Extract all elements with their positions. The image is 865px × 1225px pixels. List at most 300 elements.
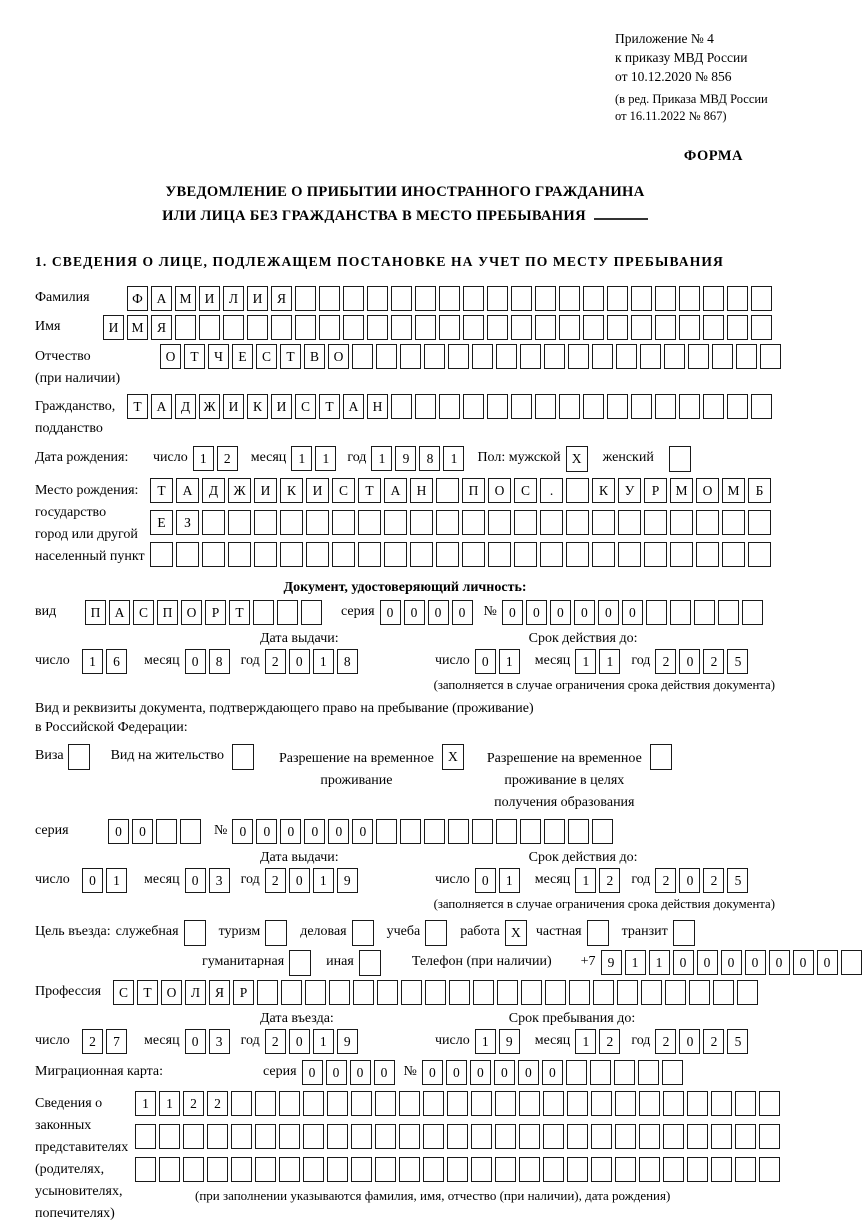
form-cell[interactable] — [511, 394, 532, 419]
form-cell[interactable]: П — [85, 600, 106, 625]
form-cell[interactable] — [592, 344, 613, 369]
form-cell[interactable] — [410, 510, 433, 535]
form-cell[interactable] — [306, 542, 329, 567]
form-cell[interactable]: Р — [644, 478, 667, 503]
form-cell[interactable] — [439, 315, 460, 340]
form-cell[interactable]: 0 — [502, 600, 523, 625]
gender-female-checkbox[interactable] — [669, 446, 691, 472]
purpose-study-checkbox[interactable] — [425, 920, 447, 946]
form-cell[interactable]: 7 — [106, 1029, 127, 1054]
form-cell[interactable]: 1 — [575, 868, 596, 893]
form-cell[interactable]: 0 — [185, 1029, 206, 1054]
form-cell[interactable] — [391, 394, 412, 419]
form-cell[interactable]: И — [254, 478, 277, 503]
form-cell[interactable] — [696, 510, 719, 535]
form-cell[interactable] — [759, 1124, 780, 1149]
form-cell[interactable] — [566, 510, 589, 535]
form-cell[interactable] — [520, 344, 541, 369]
form-cell[interactable]: 2 — [82, 1029, 103, 1054]
form-cell[interactable]: 0 — [745, 950, 766, 975]
form-cell[interactable] — [696, 542, 719, 567]
purpose-humanitarian-checkbox[interactable] — [289, 950, 311, 976]
form-cell[interactable] — [159, 1157, 180, 1182]
form-cell[interactable] — [472, 819, 493, 844]
form-cell[interactable] — [183, 1157, 204, 1182]
form-cell[interactable] — [448, 344, 469, 369]
form-cell[interactable] — [591, 1157, 612, 1182]
form-cell[interactable]: 3 — [209, 868, 230, 893]
form-cell[interactable] — [688, 344, 709, 369]
purpose-other-checkbox[interactable] — [359, 950, 381, 976]
form-cell[interactable] — [670, 600, 691, 625]
form-cell[interactable] — [471, 1091, 492, 1116]
form-cell[interactable]: 2 — [265, 1029, 286, 1054]
form-cell[interactable]: 2 — [217, 446, 238, 471]
form-cell[interactable] — [332, 510, 355, 535]
form-cell[interactable]: 0 — [518, 1060, 539, 1085]
form-cell[interactable] — [135, 1124, 156, 1149]
form-cell[interactable]: И — [306, 478, 329, 503]
form-cell[interactable]: 0 — [328, 819, 349, 844]
form-cell[interactable] — [583, 394, 604, 419]
form-cell[interactable]: 0 — [697, 950, 718, 975]
form-cell[interactable] — [703, 315, 724, 340]
form-cell[interactable]: Т — [150, 478, 173, 503]
form-cell[interactable] — [279, 1157, 300, 1182]
form-cell[interactable]: 2 — [655, 1029, 676, 1054]
form-cell[interactable] — [521, 980, 542, 1005]
form-cell[interactable] — [472, 344, 493, 369]
form-cell[interactable] — [748, 510, 771, 535]
form-cell[interactable]: 1 — [371, 446, 392, 471]
form-cell[interactable] — [748, 542, 771, 567]
form-cell[interactable] — [543, 1157, 564, 1182]
form-cell[interactable]: У — [618, 478, 641, 503]
form-cell[interactable] — [425, 980, 446, 1005]
form-cell[interactable] — [253, 600, 274, 625]
form-cell[interactable]: 0 — [256, 819, 277, 844]
form-cell[interactable] — [535, 286, 556, 311]
form-cell[interactable] — [544, 819, 565, 844]
form-cell[interactable] — [254, 542, 277, 567]
form-cell[interactable]: Б — [748, 478, 771, 503]
form-cell[interactable]: 0 — [326, 1060, 347, 1085]
form-cell[interactable] — [617, 980, 638, 1005]
form-cell[interactable]: К — [592, 478, 615, 503]
form-cell[interactable]: 0 — [404, 600, 425, 625]
form-cell[interactable] — [841, 950, 862, 975]
form-cell[interactable]: О — [181, 600, 202, 625]
form-cell[interactable] — [567, 1091, 588, 1116]
form-cell[interactable] — [711, 1157, 732, 1182]
form-cell[interactable]: 1 — [575, 1029, 596, 1054]
form-cell[interactable] — [631, 286, 652, 311]
form-cell[interactable] — [327, 1124, 348, 1149]
form-cell[interactable]: Р — [205, 600, 226, 625]
form-cell[interactable] — [737, 980, 758, 1005]
form-cell[interactable]: А — [109, 600, 130, 625]
form-cell[interactable]: Ж — [228, 478, 251, 503]
form-cell[interactable]: 2 — [703, 1029, 724, 1054]
temp-residence-checkbox[interactable]: X — [442, 744, 464, 770]
form-cell[interactable]: 0 — [289, 649, 310, 674]
form-cell[interactable] — [384, 510, 407, 535]
form-cell[interactable] — [367, 286, 388, 311]
form-cell[interactable] — [279, 1091, 300, 1116]
temp-residence-education-checkbox[interactable] — [650, 744, 672, 770]
form-cell[interactable] — [519, 1124, 540, 1149]
form-cell[interactable]: 0 — [185, 868, 206, 893]
form-cell[interactable]: 1 — [106, 868, 127, 893]
form-cell[interactable] — [352, 344, 373, 369]
form-cell[interactable] — [279, 1124, 300, 1149]
form-cell[interactable]: 1 — [82, 649, 103, 674]
form-cell[interactable] — [543, 1091, 564, 1116]
form-cell[interactable]: 1 — [313, 868, 334, 893]
form-cell[interactable] — [375, 1124, 396, 1149]
form-cell[interactable] — [156, 819, 177, 844]
form-cell[interactable] — [351, 1157, 372, 1182]
form-cell[interactable]: 2 — [599, 868, 620, 893]
form-cell[interactable] — [329, 980, 350, 1005]
form-cell[interactable] — [327, 1091, 348, 1116]
form-cell[interactable] — [679, 286, 700, 311]
form-cell[interactable]: 9 — [395, 446, 416, 471]
form-cell[interactable]: Л — [185, 980, 206, 1005]
form-cell[interactable] — [488, 542, 511, 567]
form-cell[interactable]: О — [161, 980, 182, 1005]
form-cell[interactable] — [641, 980, 662, 1005]
form-cell[interactable] — [231, 1157, 252, 1182]
form-cell[interactable]: П — [462, 478, 485, 503]
form-cell[interactable]: 0 — [452, 600, 473, 625]
form-cell[interactable] — [540, 542, 563, 567]
form-cell[interactable] — [735, 1157, 756, 1182]
form-cell[interactable] — [439, 286, 460, 311]
form-cell[interactable] — [663, 1091, 684, 1116]
form-cell[interactable] — [670, 510, 693, 535]
form-cell[interactable] — [410, 542, 433, 567]
form-cell[interactable] — [727, 286, 748, 311]
form-cell[interactable]: Д — [175, 394, 196, 419]
form-cell[interactable] — [615, 1124, 636, 1149]
form-cell[interactable] — [375, 1091, 396, 1116]
form-cell[interactable] — [591, 1091, 612, 1116]
form-cell[interactable] — [462, 542, 485, 567]
form-cell[interactable] — [463, 394, 484, 419]
form-cell[interactable]: 0 — [598, 600, 619, 625]
form-cell[interactable] — [742, 600, 763, 625]
form-cell[interactable] — [306, 510, 329, 535]
form-cell[interactable] — [231, 1091, 252, 1116]
form-cell[interactable] — [687, 1091, 708, 1116]
form-cell[interactable] — [751, 315, 772, 340]
form-cell[interactable] — [180, 819, 201, 844]
form-cell[interactable] — [519, 1157, 540, 1182]
gender-male-checkbox[interactable]: X — [566, 446, 588, 472]
form-cell[interactable] — [391, 315, 412, 340]
form-cell[interactable]: 1 — [649, 950, 670, 975]
form-cell[interactable]: А — [176, 478, 199, 503]
form-cell[interactable] — [175, 315, 196, 340]
form-cell[interactable]: 9 — [337, 1029, 358, 1054]
form-cell[interactable] — [544, 344, 565, 369]
form-cell[interactable] — [722, 542, 745, 567]
form-cell[interactable]: 0 — [550, 600, 571, 625]
form-cell[interactable]: Я — [151, 315, 172, 340]
form-cell[interactable]: А — [151, 286, 172, 311]
form-cell[interactable] — [376, 819, 397, 844]
form-cell[interactable]: 8 — [419, 446, 440, 471]
form-cell[interactable] — [655, 286, 676, 311]
form-cell[interactable]: 1 — [575, 649, 596, 674]
form-cell[interactable]: Е — [150, 510, 173, 535]
form-cell[interactable] — [423, 1124, 444, 1149]
form-cell[interactable] — [694, 600, 715, 625]
form-cell[interactable]: А — [343, 394, 364, 419]
form-cell[interactable] — [400, 344, 421, 369]
form-cell[interactable] — [400, 819, 421, 844]
form-cell[interactable] — [384, 542, 407, 567]
form-cell[interactable]: 2 — [265, 868, 286, 893]
form-cell[interactable] — [751, 394, 772, 419]
form-cell[interactable] — [583, 286, 604, 311]
form-cell[interactable] — [495, 1124, 516, 1149]
form-cell[interactable] — [367, 315, 388, 340]
form-cell[interactable]: 1 — [159, 1091, 180, 1116]
form-cell[interactable] — [280, 510, 303, 535]
form-cell[interactable]: 0 — [350, 1060, 371, 1085]
form-cell[interactable] — [436, 510, 459, 535]
form-cell[interactable] — [616, 344, 637, 369]
form-cell[interactable] — [638, 1060, 659, 1085]
form-cell[interactable]: С — [295, 394, 316, 419]
form-cell[interactable]: 0 — [352, 819, 373, 844]
form-cell[interactable] — [281, 980, 302, 1005]
form-cell[interactable] — [759, 1157, 780, 1182]
form-cell[interactable] — [607, 394, 628, 419]
form-cell[interactable]: О — [328, 344, 349, 369]
form-cell[interactable] — [487, 315, 508, 340]
form-cell[interactable]: Ф — [127, 286, 148, 311]
form-cell[interactable] — [687, 1124, 708, 1149]
form-cell[interactable] — [449, 980, 470, 1005]
form-cell[interactable]: Т — [358, 478, 381, 503]
form-cell[interactable]: 0 — [232, 819, 253, 844]
form-cell[interactable] — [255, 1157, 276, 1182]
form-cell[interactable] — [615, 1157, 636, 1182]
form-cell[interactable] — [439, 394, 460, 419]
form-cell[interactable] — [592, 510, 615, 535]
form-cell[interactable] — [727, 394, 748, 419]
form-cell[interactable]: 0 — [446, 1060, 467, 1085]
form-cell[interactable] — [618, 510, 641, 535]
purpose-business-checkbox[interactable] — [352, 920, 374, 946]
form-cell[interactable] — [423, 1091, 444, 1116]
form-cell[interactable] — [718, 600, 739, 625]
form-cell[interactable]: М — [127, 315, 148, 340]
form-cell[interactable]: 0 — [769, 950, 790, 975]
form-cell[interactable] — [415, 394, 436, 419]
form-cell[interactable] — [353, 980, 374, 1005]
form-cell[interactable]: 0 — [422, 1060, 443, 1085]
form-cell[interactable]: Я — [209, 980, 230, 1005]
form-cell[interactable]: 0 — [679, 868, 700, 893]
form-cell[interactable]: 1 — [313, 1029, 334, 1054]
form-cell[interactable] — [760, 344, 781, 369]
form-cell[interactable] — [415, 315, 436, 340]
form-cell[interactable]: 1 — [443, 446, 464, 471]
form-cell[interactable]: Т — [319, 394, 340, 419]
form-cell[interactable] — [391, 286, 412, 311]
form-cell[interactable] — [535, 315, 556, 340]
form-cell[interactable] — [343, 286, 364, 311]
form-cell[interactable]: 0 — [542, 1060, 563, 1085]
form-cell[interactable] — [424, 344, 445, 369]
form-cell[interactable]: С — [332, 478, 355, 503]
form-cell[interactable]: 1 — [475, 1029, 496, 1054]
form-cell[interactable] — [679, 394, 700, 419]
form-cell[interactable] — [447, 1157, 468, 1182]
form-cell[interactable]: К — [247, 394, 268, 419]
form-cell[interactable]: С — [256, 344, 277, 369]
form-cell[interactable] — [559, 286, 580, 311]
form-cell[interactable] — [202, 510, 225, 535]
form-cell[interactable] — [736, 344, 757, 369]
purpose-tourism-checkbox[interactable] — [265, 920, 287, 946]
form-cell[interactable]: 0 — [380, 600, 401, 625]
form-cell[interactable]: 2 — [655, 868, 676, 893]
form-cell[interactable] — [663, 1124, 684, 1149]
form-cell[interactable]: Т — [127, 394, 148, 419]
form-cell[interactable] — [540, 510, 563, 535]
form-cell[interactable]: 0 — [817, 950, 838, 975]
form-cell[interactable]: С — [514, 478, 537, 503]
form-cell[interactable] — [231, 1124, 252, 1149]
form-cell[interactable]: 2 — [703, 868, 724, 893]
purpose-private-checkbox[interactable] — [587, 920, 609, 946]
form-cell[interactable] — [471, 1124, 492, 1149]
form-cell[interactable]: 5 — [727, 1029, 748, 1054]
form-cell[interactable]: 1 — [291, 446, 312, 471]
form-cell[interactable] — [303, 1157, 324, 1182]
form-cell[interactable] — [615, 1091, 636, 1116]
form-cell[interactable] — [663, 1157, 684, 1182]
form-cell[interactable] — [207, 1124, 228, 1149]
form-cell[interactable] — [592, 542, 615, 567]
form-cell[interactable] — [228, 542, 251, 567]
form-cell[interactable] — [703, 286, 724, 311]
form-cell[interactable] — [689, 980, 710, 1005]
form-cell[interactable]: 1 — [599, 649, 620, 674]
form-cell[interactable] — [640, 344, 661, 369]
form-cell[interactable] — [343, 315, 364, 340]
form-cell[interactable] — [254, 510, 277, 535]
form-cell[interactable]: 0 — [526, 600, 547, 625]
form-cell[interactable] — [399, 1091, 420, 1116]
form-cell[interactable]: С — [133, 600, 154, 625]
form-cell[interactable] — [496, 819, 517, 844]
form-cell[interactable]: З — [176, 510, 199, 535]
form-cell[interactable]: Ж — [199, 394, 220, 419]
form-cell[interactable]: 0 — [82, 868, 103, 893]
form-cell[interactable] — [711, 1091, 732, 1116]
form-cell[interactable] — [514, 510, 537, 535]
form-cell[interactable]: 0 — [574, 600, 595, 625]
form-cell[interactable] — [463, 286, 484, 311]
form-cell[interactable]: 8 — [209, 649, 230, 674]
form-cell[interactable] — [448, 819, 469, 844]
form-cell[interactable]: 0 — [289, 1029, 310, 1054]
form-cell[interactable]: 0 — [475, 868, 496, 893]
form-cell[interactable] — [665, 980, 686, 1005]
form-cell[interactable] — [228, 510, 251, 535]
form-cell[interactable]: Р — [233, 980, 254, 1005]
form-cell[interactable] — [519, 1091, 540, 1116]
form-cell[interactable] — [415, 286, 436, 311]
form-cell[interactable] — [295, 315, 316, 340]
form-cell[interactable] — [618, 542, 641, 567]
form-cell[interactable] — [583, 315, 604, 340]
form-cell[interactable]: 0 — [494, 1060, 515, 1085]
form-cell[interactable] — [759, 1091, 780, 1116]
form-cell[interactable] — [463, 315, 484, 340]
form-cell[interactable] — [424, 819, 445, 844]
form-cell[interactable] — [377, 980, 398, 1005]
form-cell[interactable]: Д — [202, 478, 225, 503]
form-cell[interactable] — [514, 542, 537, 567]
form-cell[interactable] — [644, 542, 667, 567]
form-cell[interactable] — [646, 600, 667, 625]
form-cell[interactable]: . — [540, 478, 563, 503]
form-cell[interactable]: Т — [229, 600, 250, 625]
form-cell[interactable]: 1 — [313, 649, 334, 674]
form-cell[interactable] — [687, 1157, 708, 1182]
form-cell[interactable]: О — [160, 344, 181, 369]
form-cell[interactable] — [591, 1124, 612, 1149]
form-cell[interactable]: 8 — [337, 649, 358, 674]
form-cell[interactable] — [590, 1060, 611, 1085]
form-cell[interactable] — [511, 286, 532, 311]
form-cell[interactable]: Т — [184, 344, 205, 369]
form-cell[interactable] — [751, 286, 772, 311]
form-cell[interactable] — [332, 542, 355, 567]
form-cell[interactable] — [471, 1157, 492, 1182]
form-cell[interactable]: 0 — [622, 600, 643, 625]
form-cell[interactable] — [664, 344, 685, 369]
form-cell[interactable]: 0 — [302, 1060, 323, 1085]
form-cell[interactable] — [662, 1060, 683, 1085]
form-cell[interactable] — [358, 510, 381, 535]
form-cell[interactable]: А — [384, 478, 407, 503]
form-cell[interactable]: 1 — [499, 868, 520, 893]
form-cell[interactable] — [277, 600, 298, 625]
form-cell[interactable] — [375, 1157, 396, 1182]
form-cell[interactable]: 0 — [793, 950, 814, 975]
form-cell[interactable] — [735, 1091, 756, 1116]
form-cell[interactable] — [487, 394, 508, 419]
form-cell[interactable] — [639, 1157, 660, 1182]
form-cell[interactable] — [592, 819, 613, 844]
form-cell[interactable] — [447, 1124, 468, 1149]
form-cell[interactable]: М — [175, 286, 196, 311]
form-cell[interactable]: Н — [367, 394, 388, 419]
form-cell[interactable]: Е — [232, 344, 253, 369]
form-cell[interactable] — [639, 1091, 660, 1116]
form-cell[interactable] — [727, 315, 748, 340]
form-cell[interactable] — [712, 344, 733, 369]
form-cell[interactable] — [436, 478, 459, 503]
